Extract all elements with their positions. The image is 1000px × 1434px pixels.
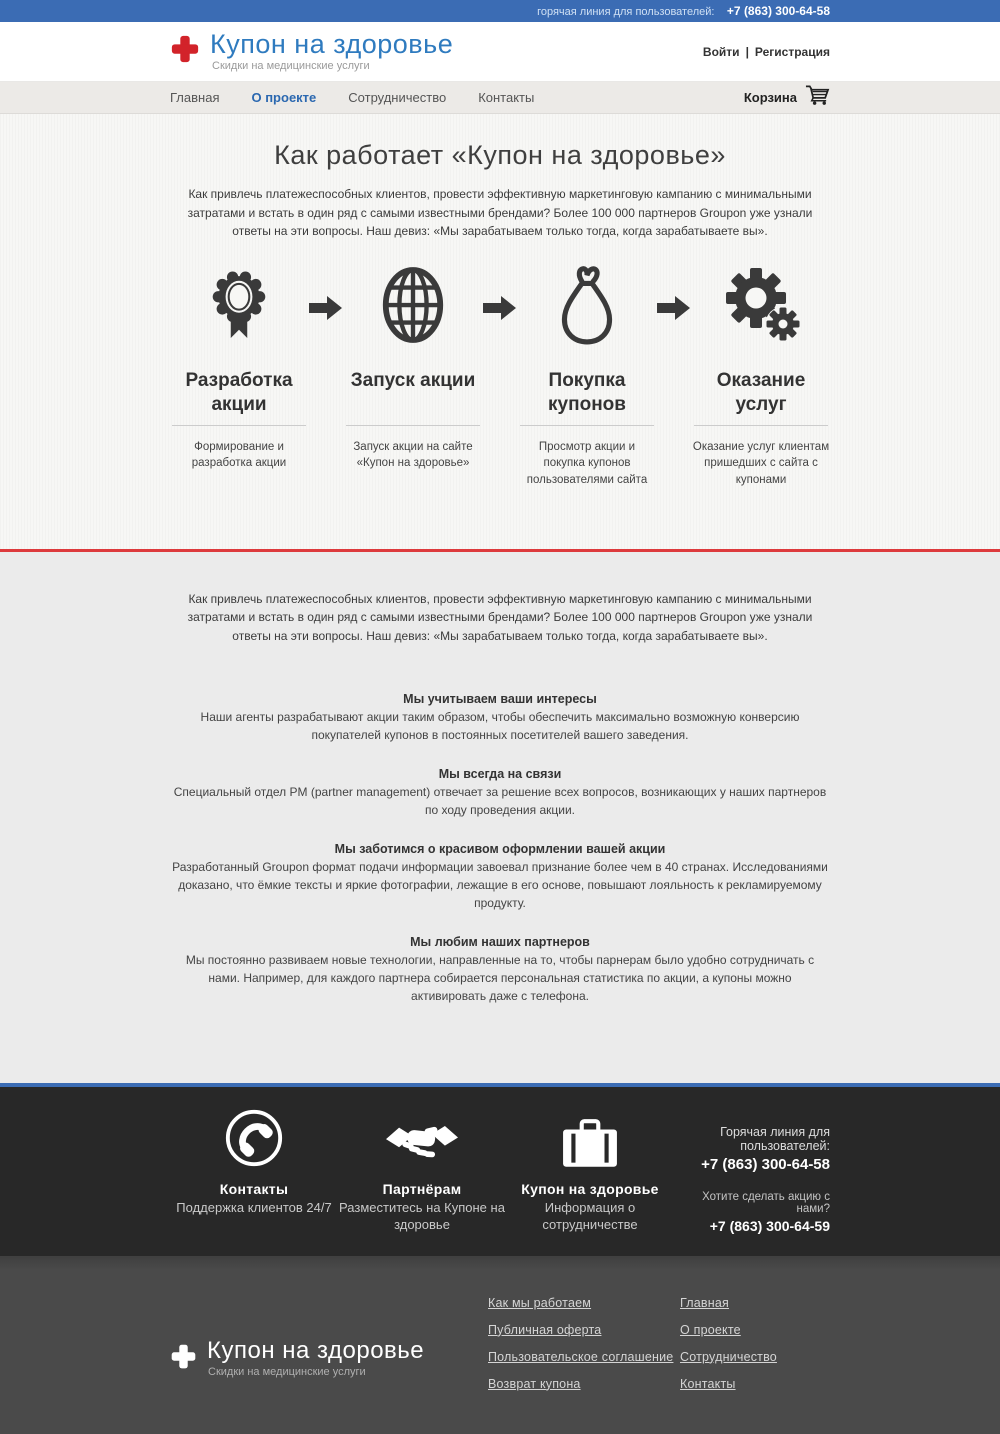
footer-block-partners: [338, 1103, 506, 1234]
arrow-right-icon: [656, 295, 692, 326]
footer-links: [488, 1296, 830, 1404]
detail-block-interests: [170, 692, 830, 744]
footer-top: [0, 1087, 1000, 1256]
footer-action-phone: +7 (863) 300-64-59: [709, 1217, 830, 1234]
arrow-right-icon: [482, 295, 518, 326]
handshake-icon: [338, 1103, 506, 1169]
header: [0, 22, 1000, 82]
footer-link-about[interactable]: О проекте: [680, 1322, 741, 1337]
step-divider: [346, 425, 480, 426]
detail-heading: Мы заботимся о красивом оформлении вашей акции: [334, 841, 666, 856]
cart-button[interactable]: [744, 84, 830, 111]
briefcase-icon: [506, 1103, 674, 1169]
footer-block-title: Купон на здоровье: [521, 1180, 659, 1197]
logo-tagline: Скидки на медицинские услуги: [212, 60, 370, 72]
footer-hotline: [674, 1103, 830, 1234]
how-it-works-steps: [170, 253, 830, 489]
footer-hotline-label: Горячая линия для пользователей:: [720, 1124, 830, 1153]
gears-icon: [692, 253, 830, 357]
detail-heading: Мы любим наших партнеров: [410, 934, 590, 949]
footer-block-desc: Поддержка клиентов 24/7: [176, 1199, 332, 1215]
footer-logo-tagline: Скидки на медицинские услуги: [208, 1366, 366, 1379]
nav-item-cooperation[interactable]: Сотрудничество: [348, 90, 447, 105]
detail-text: Наши агенты разрабатывают акции таким образом, чтобы обеспечить максимально возможную конверсию покупателей купонов в постоянных посетителей вашего заведения.: [200, 709, 800, 742]
page-title: Как работает «Купон на здоровье»: [274, 140, 726, 170]
footer-links-col2: [680, 1296, 830, 1404]
step-service: [692, 253, 830, 489]
footer-link-home[interactable]: Главная: [680, 1295, 729, 1310]
main-section: [0, 114, 1000, 549]
step-desc: Оказание услуг клиентам пришедших с сайта с купонами: [692, 440, 830, 487]
step-desc: Формирование и разработка акции: [191, 440, 287, 470]
footer-block-desc: Информация о сотрудничестве: [542, 1199, 638, 1233]
arrow-right-icon: [308, 295, 344, 326]
footer-links-col1: [488, 1296, 680, 1404]
detail-heading: Мы всегда на связи: [438, 766, 562, 781]
detail-text: Мы постоянно развиваем новые технологии, направленные на то, чтобы парнерам было удобно сотрудничать с нами. Например, для каждого партнера собирается персональная статистика по акции, а купоны можно активировать даже с телефона.: [185, 952, 815, 1003]
logo-title: Купон на здоровье: [210, 29, 454, 59]
footer-block-info: [506, 1103, 674, 1234]
login-link[interactable]: Войти: [702, 44, 740, 59]
step-divider: [172, 425, 306, 426]
site-logo[interactable]: [170, 31, 453, 72]
footer-hotline-phone: +7 (863) 300-64-58: [701, 1155, 830, 1173]
step-desc: Просмотр акции и покупка купонов пользователями сайта: [526, 440, 648, 487]
detail-block-design: [170, 842, 830, 912]
detail-heading: Мы учитываем ваши интересы: [403, 691, 597, 706]
auth-links: [703, 45, 830, 59]
detail-text: Разработанный Groupon формат подачи информации завоевал признание более чем в 40 странах. Исследованиями доказано, что ёмкие тексты и яркие фотографии, лежащие в его основе, повышают лояльность к рекламируемому продукту.: [172, 859, 828, 910]
step-develop: [170, 253, 308, 472]
moneybag-icon: [518, 253, 656, 357]
cart-icon: [805, 84, 830, 111]
topbar-hotline-label: горячая линия для пользователей:: [537, 6, 715, 18]
step-divider: [694, 425, 828, 426]
footer-logo: [170, 1314, 488, 1404]
step-launch: [344, 253, 482, 472]
footer-bottom: [0, 1256, 1000, 1434]
footer-action-label: Хотите сделать акцию с нами?: [702, 1190, 830, 1215]
footer-block-contacts: [170, 1103, 338, 1234]
globe-icon: [344, 253, 482, 357]
nav-item-home[interactable]: Главная: [170, 90, 220, 105]
award-icon: [170, 253, 308, 357]
footer-block-title: Контакты: [219, 1180, 289, 1197]
register-link[interactable]: Регистрация: [754, 44, 830, 59]
nav-item-contacts[interactable]: Контакты: [478, 90, 535, 105]
detail-block-partners: [170, 935, 830, 1005]
nav-item-about[interactable]: О проекте: [251, 90, 317, 105]
step-title: Оказание услуг: [716, 369, 806, 415]
footer-block-desc: Разместитесь на Купоне на здоровье: [339, 1199, 505, 1233]
phone-icon: [170, 1103, 338, 1169]
detail-block-contact: [170, 767, 830, 819]
red-cross-icon: [170, 34, 210, 69]
step-divider: [520, 425, 654, 426]
footer-link-cooperation[interactable]: Сотрудничество: [680, 1349, 777, 1364]
step-title: Покупка купонов: [548, 369, 626, 415]
footer-link-coupon-return[interactable]: Возврат купона: [488, 1376, 581, 1391]
footer-link-public-offer[interactable]: Публичная оферта: [488, 1322, 602, 1337]
auth-separator: |: [745, 44, 749, 59]
footer-link-how-we-work[interactable]: Как мы работаем: [488, 1295, 592, 1310]
details-intro: Как привлечь платежеспособных клиентов, провести эффективную маркетинговую кампанию с минимальными затратами и встать в один ряд с самыми известными брендами? Более 100 000 партнеров Groupon уже узнали ответы на эти вопросы. Наш девиз: «Мы зарабатываем только тогда, когда зарабатываете вы».: [187, 591, 813, 643]
main-nav: [0, 82, 1000, 114]
white-cross-icon: [170, 1343, 207, 1375]
topbar-hotline-phone: +7 (863) 300-64-58: [726, 4, 830, 18]
footer-link-contacts[interactable]: Контакты: [680, 1376, 736, 1391]
details-section: [0, 552, 1000, 1083]
footer-logo-title: Купон на здоровье: [207, 1337, 425, 1365]
step-title: Запуск акции: [350, 369, 476, 391]
step-desc: Запуск акции на сайте «Купон на здоровье»: [353, 440, 473, 470]
footer-block-title: Партнёрам: [382, 1180, 462, 1197]
step-purchase: [518, 253, 656, 489]
footer-link-user-agreement[interactable]: Пользовательское соглашение: [488, 1349, 674, 1364]
detail-text: Специальный отдел PM (partner management) отвечает за решение всех вопросов, возникающих у наших партнеров по ходу проведения акции.: [173, 784, 827, 817]
step-title: Разработка акции: [185, 369, 293, 415]
cart-label: Корзина: [743, 90, 797, 105]
topbar: [0, 0, 1000, 22]
intro-paragraph: Как привлечь платежеспособных клиентов, провести эффективную маркетинговую кампанию с минимальными затратами и встать в один ряд с самыми известными брендами? Более 100 000 партнеров Groupon уже узнали ответы на эти вопросы. Наш девиз: «Мы зарабатываем только тогда, когда зарабатываете вы».: [187, 187, 813, 239]
